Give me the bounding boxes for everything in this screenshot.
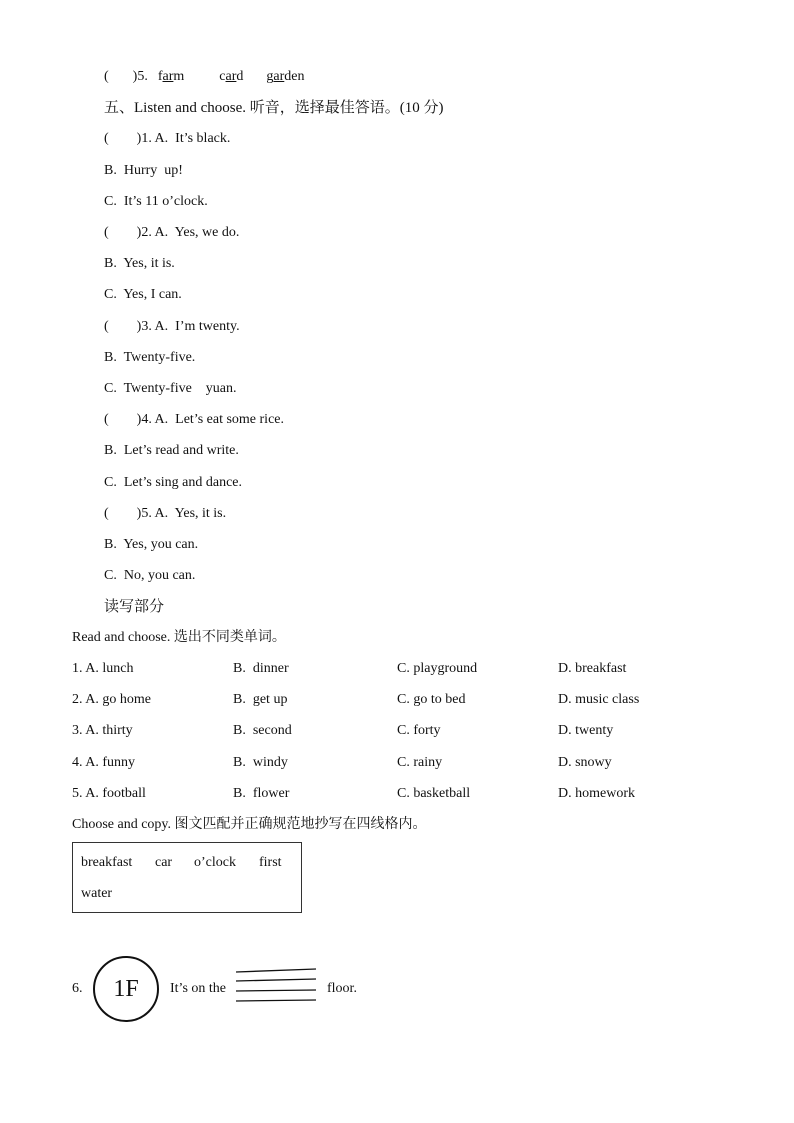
listen-option-4b: B. Let’s read and write. (104, 443, 239, 458)
listen-option-2c: C. Yes, I can. (104, 287, 182, 302)
option-b: B. second (233, 723, 292, 738)
word-bank-item: car (155, 855, 173, 870)
word-bank-box (72, 842, 302, 913)
q6-number: 6. (72, 981, 83, 996)
word-bank-item: water (81, 886, 113, 901)
listen-option-1b: B. Hurry up! (104, 163, 183, 178)
word-bank-item: o’clock (194, 855, 236, 870)
floor-circle-picture: 1F (93, 956, 159, 1022)
listen-question-4: ( )4. A. Let’s eat some rice. (104, 412, 285, 427)
option-a: 4. A. funny (72, 755, 135, 770)
listen-option-2b: B. Yes, it is. (104, 256, 175, 271)
option-d: D. homework (558, 786, 635, 801)
listen-option-1c: C. It’s 11 o’clock. (104, 194, 208, 209)
word-bank-item: first (259, 855, 282, 870)
listen-question-1: ( )1. A. It’s black. (104, 131, 231, 146)
option-b: B. windy (233, 755, 288, 770)
option-c: C. forty (397, 723, 441, 738)
option-c: C. basketball (397, 786, 471, 801)
phonics-word-farm: farm (157, 69, 185, 84)
option-a: 1. A. lunch (72, 661, 134, 676)
question-number: )5. (132, 69, 148, 84)
option-b: B. flower (233, 786, 290, 801)
answer-paren: ( (104, 69, 109, 84)
option-b: B. dinner (233, 661, 289, 676)
reading-writing-heading: 读写部分 (104, 599, 165, 615)
listen-option-3b: B. Twenty-five. (104, 350, 196, 365)
option-a: 5. A. football (72, 786, 146, 801)
listen-option-3c: C. Twenty-five yuan. (104, 381, 237, 396)
word-bank-item: breakfast (81, 855, 133, 870)
option-d: D. breakfast (558, 661, 627, 676)
read-choose-title: Read and choose. 选出不同类单词。 (72, 630, 286, 645)
option-d: D. music class (558, 692, 640, 707)
listen-question-3: ( )3. A. I’m twenty. (104, 319, 240, 334)
four-line-grid[interactable] (236, 968, 318, 1002)
section-5-title: 五、Listen and choose. 听音，选择最佳答语。(10 分) (104, 100, 444, 116)
phonics-word-card: card (219, 69, 244, 84)
option-c: C. playground (397, 661, 478, 676)
listen-question-2: ( )2. A. Yes, we do. (104, 225, 240, 240)
option-a: 2. A. go home (72, 692, 151, 707)
listen-question-5: ( )5. A. Yes, it is. (104, 506, 227, 521)
listen-option-5b: B. Yes, you can. (104, 537, 199, 552)
option-d: D. twenty (558, 723, 614, 738)
q6-text-before: It’s on the (170, 981, 226, 996)
option-c: C. rainy (397, 755, 443, 770)
choose-copy-title: Choose and copy. 图文匹配并正确规范地抄写在四线格内。 (72, 817, 427, 832)
option-b: B. get up (233, 692, 288, 707)
phonics-word-garden: garden (266, 69, 305, 84)
option-c: C. go to bed (397, 692, 466, 707)
option-d: D. snowy (558, 755, 612, 770)
listen-option-5c: C. No, you can. (104, 568, 196, 583)
listen-option-4c: C. Let’s sing and dance. (104, 475, 243, 490)
option-a: 3. A. thirty (72, 723, 133, 738)
q6-text-after: floor. (327, 981, 357, 996)
phonics-question-5 (104, 68, 305, 86)
